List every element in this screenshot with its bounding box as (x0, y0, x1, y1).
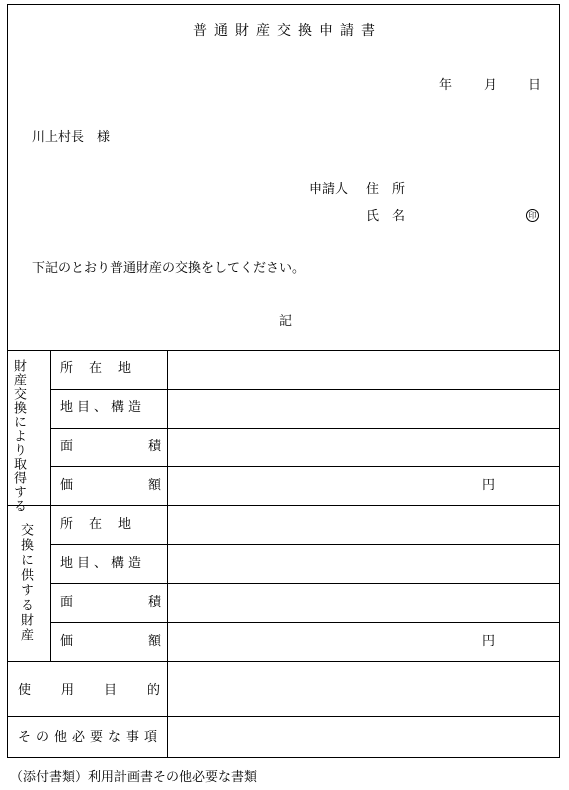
label-location: 所在地 (60, 517, 148, 532)
table-top-rule (7, 350, 560, 351)
section-heading-acquire: 財産交換により取得する (11, 359, 26, 513)
form-title: 普通財産交換申請書 (193, 23, 382, 39)
label-location: 所在地 (60, 361, 148, 376)
row-divider (50, 466, 560, 467)
date-month-label: 月 (484, 78, 498, 93)
label-area: 面積 (60, 595, 237, 610)
row-divider (50, 389, 560, 390)
row-divider (50, 622, 560, 623)
address-label: 住 所 (366, 182, 406, 197)
label-area: 面積 (60, 439, 237, 454)
value-purpose[interactable] (175, 684, 555, 700)
label-land-category: 地目、構造 (60, 556, 146, 571)
row-divider (50, 544, 560, 545)
label-land-category: 地目、構造 (60, 400, 146, 415)
value-land-category[interactable] (175, 401, 555, 417)
section-divider (7, 661, 560, 662)
ki-label: 記 (279, 314, 293, 329)
value-area[interactable] (175, 440, 555, 456)
addressee: 川上村長 様 (32, 130, 111, 145)
name-label: 氏 名 (366, 209, 406, 224)
row-divider (50, 428, 560, 429)
heading-column-rule (50, 350, 51, 661)
value-other-matters[interactable] (175, 731, 555, 747)
date-year-label: 年 (439, 78, 453, 93)
value-location[interactable] (175, 518, 555, 534)
label-price: 価額 (60, 478, 237, 493)
section-divider (7, 505, 560, 506)
date-day-label: 日 (528, 78, 542, 93)
row-divider (50, 583, 560, 584)
seal-mark: 印 (526, 209, 539, 222)
request-text: 下記のとおり普通財産の交換をしてください。 (32, 261, 306, 276)
label-other-matters: その他必要な事項 (18, 730, 163, 745)
value-price-yen: 円 (482, 478, 496, 493)
applicant-label: 申請人 (309, 182, 349, 197)
label-purpose: 使用目的 (18, 683, 191, 698)
value-price-yen: 円 (482, 634, 496, 649)
section-heading-offer: 交換に供する財産 (18, 523, 33, 643)
row-divider (7, 716, 560, 717)
value-location[interactable] (175, 362, 555, 378)
attachment-note: （添付書類）利用計画書その他必要な書類 (10, 770, 258, 785)
value-land-category[interactable] (175, 557, 555, 573)
label-price: 価額 (60, 634, 237, 649)
value-area[interactable] (175, 596, 555, 612)
